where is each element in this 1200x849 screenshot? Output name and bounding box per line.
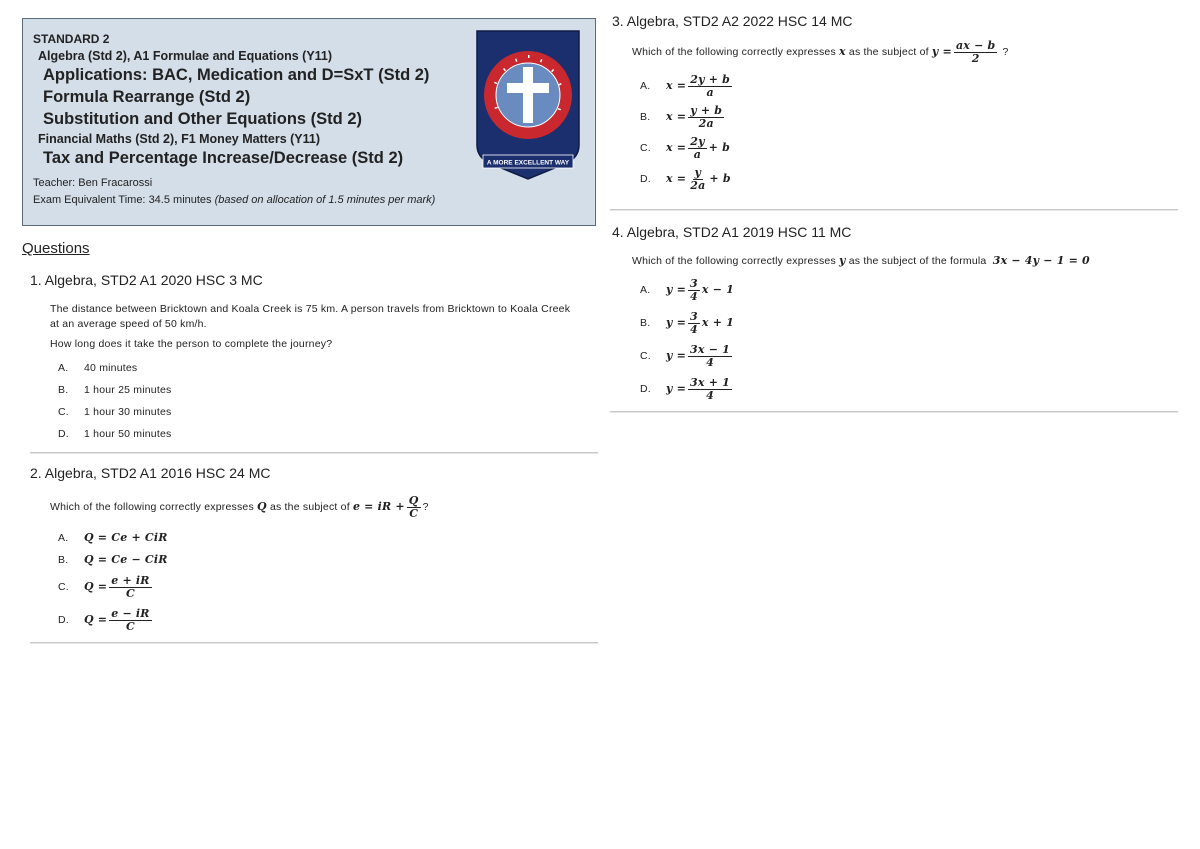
question-prompt: Which of the following correctly expresses Q as the subject of e = iR + $\frac{Q}{C}$ ?: [50, 493, 429, 520]
fraction: $\frac{2y + b}{a}$: [690, 73, 731, 99]
option-a[interactable]: A. Q = Ce + CiR: [58, 530, 168, 544]
fraction: $\frac{y + b}{2a}$: [690, 104, 723, 130]
option-c[interactable]: C. Q = $\frac{e + iR}{C}$: [58, 574, 150, 600]
option-c[interactable]: C. 1 hour 30 minutes: [58, 406, 172, 419]
fraction: $\frac{ax - b}{2}$: [955, 38, 996, 65]
header-text: [33, 32, 435, 206]
topic-line: Algebra (Std 2), A1 Formulae and Equations (Y11): [38, 49, 333, 63]
options-list: [50, 527, 598, 637]
exam-time-label: Exam Equivalent Time:: [33, 194, 146, 206]
question-body: [632, 252, 1180, 406]
options-list: [632, 274, 1180, 406]
fraction: $\frac{Q}{C}$: [408, 493, 419, 520]
question-text: How long does it take the person to complete the journey?: [50, 338, 333, 350]
topic-line: Tax and Percentage Increase/Decrease (Std 2): [43, 149, 404, 167]
worksheet-header: [22, 18, 596, 226]
option-d[interactable]: D. x = $\frac{y}{2a}$ + b: [640, 166, 731, 192]
teacher-name: Ben Fracarossi: [78, 177, 153, 189]
question-title: 4. Algebra, STD2 A1 2019 HSC 11 MC: [612, 224, 852, 240]
option-d[interactable]: D. y = $\frac{3x + 1}{4}$: [640, 376, 730, 402]
topic-line: Financial Maths (Std 2), F1 Money Matters (Y11): [38, 132, 321, 146]
question-text: The distance between Bricktown and Koala Creek is 75 km. A person travels from Bricktown to Koala Creek at an average speed of 50 km/h.: [50, 303, 571, 330]
question-body: [50, 302, 598, 446]
fraction: $\frac{3x + 1}{4}$: [690, 376, 730, 402]
college-crest-logo: [475, 29, 581, 181]
question-divider: [610, 411, 1178, 413]
question-3: [610, 13, 1180, 195]
option-c[interactable]: C. x = $\frac{2y}{a}$ + b: [640, 135, 731, 161]
question-title: 3. Algebra, STD2 A2 2022 HSC 14 MC: [612, 13, 853, 29]
fraction: $\frac{3}{4}$: [690, 310, 698, 336]
option-b[interactable]: B. Q = Ce − CiR: [58, 552, 168, 566]
exam-time-note: (based on allocation of 1.5 minutes per mark): [214, 194, 436, 206]
question-prompt: Which of the following correctly expresses y as the subject of the formula 3x − 4y − 1 = 0: [632, 253, 1090, 267]
topic-line: Formula Rearrange (Std 2): [43, 88, 251, 106]
option-c[interactable]: C. y = $\frac{3x - 1}{4}$: [640, 343, 730, 369]
teacher-label: Teacher:: [33, 177, 76, 189]
question-divider: [30, 642, 598, 644]
question-body: [632, 37, 1180, 195]
option-a[interactable]: A. x = $\frac{2y + b}{a}$: [640, 73, 731, 99]
question-2: [22, 465, 598, 637]
option-b[interactable]: B. x = $\frac{y + b}{2a}$: [640, 104, 723, 130]
crest-motto: A MORE EXCELLENT WAY: [486, 159, 570, 167]
options-list: [632, 71, 1180, 195]
question-4: [610, 224, 1180, 406]
question-divider: [30, 452, 598, 454]
option-a[interactable]: A. y = $\frac{3}{4}$ x − 1: [640, 277, 734, 303]
topic-line: Applications: BAC, Medication and D=SxT (Std 2): [43, 66, 430, 84]
options-list: [50, 358, 598, 446]
question-body: [50, 491, 598, 637]
question-1: [22, 272, 598, 446]
exam-time-line: [33, 194, 435, 206]
questions-heading: Questions: [22, 240, 90, 257]
fraction: $\frac{3}{4}$: [690, 277, 698, 303]
question-prompt: Which of the following correctly expresses x as the subject of y = $\frac{ax - b}{2}$ ?: [632, 38, 1009, 65]
standard-label: STANDARD 2: [33, 32, 110, 46]
option-d[interactable]: D. Q = $\frac{e - iR}{C}$: [58, 607, 150, 633]
teacher-line: [33, 177, 435, 189]
fraction: $\frac{3x - 1}{4}$: [690, 343, 730, 369]
topic-line: Substitution and Other Equations (Std 2): [43, 110, 362, 128]
question-divider: [610, 209, 1178, 211]
fraction: $\frac{y}{2a}$: [690, 166, 706, 192]
option-b[interactable]: B. y = $\frac{3}{4}$ x + 1: [640, 310, 734, 336]
exam-time-value: 34.5 minutes: [148, 194, 212, 206]
option-b[interactable]: B. 1 hour 25 minutes: [58, 384, 172, 397]
option-a[interactable]: A. 40 minutes: [58, 362, 138, 375]
question-title: 1. Algebra, STD2 A1 2020 HSC 3 MC: [30, 272, 263, 288]
option-d[interactable]: D. 1 hour 50 minutes: [58, 428, 172, 441]
fraction: $\frac{e + iR}{C}$: [111, 574, 150, 600]
fraction: $\frac{e - iR}{C}$: [111, 607, 150, 633]
question-title: 2. Algebra, STD2 A1 2016 HSC 24 MC: [30, 465, 271, 481]
fraction: $\frac{2y}{a}$: [690, 135, 705, 161]
